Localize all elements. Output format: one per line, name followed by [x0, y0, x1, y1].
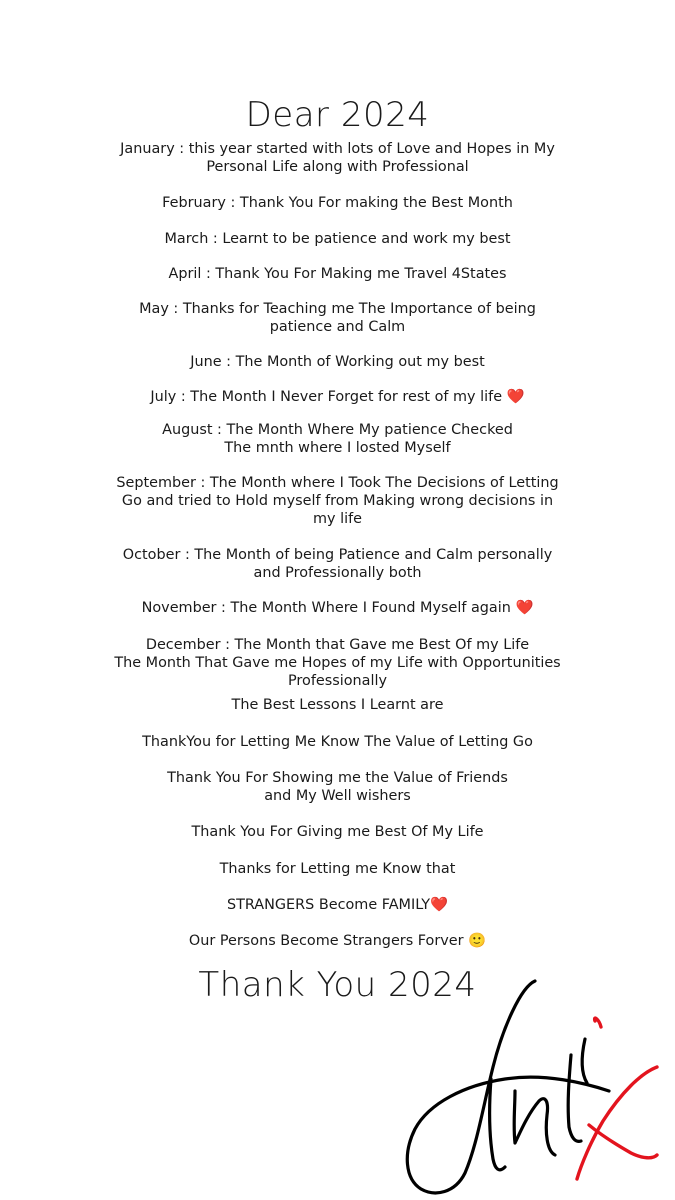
lessons-heading: [0, 696, 675, 714]
month-december: [0, 636, 675, 690]
month-april: [0, 265, 675, 283]
heart-icon: ❤️: [430, 897, 449, 913]
month-june: [0, 353, 675, 371]
month-november: [0, 599, 675, 617]
month-august-line-2: The mnth where I losted Myself: [224, 440, 451, 456]
lesson-letting-go: [0, 733, 675, 751]
month-october-line-1: October : The Month of being Patience and Calm personally: [122, 547, 553, 563]
heart-icon: ❤️: [506, 389, 525, 405]
month-january-line-1: January : this year started with lots of Love and Hopes in My: [120, 141, 555, 157]
lesson-letting-go-text: ThankYou for Letting Me Know The Value of Letting Go: [142, 734, 533, 750]
month-may: [0, 300, 675, 336]
closing-title: Thank You 2024: [198, 965, 477, 1005]
month-september-line-2: Go and tried to Hold myself from Making wrong decisions in: [121, 493, 554, 509]
month-august-line-1: August : The Month Where My patience Checked: [162, 422, 513, 438]
signature-ink-strokes: [407, 981, 609, 1193]
month-may-line-2: patience and Calm: [269, 319, 406, 335]
smile-icon: 🙂: [468, 933, 487, 949]
month-july-line-1: July : The Month I Never Forget for rest of my life: [150, 389, 503, 405]
month-april-line-1: April : Thank You For Making me Travel 4States: [168, 266, 507, 282]
lesson-persons-strangers: [0, 932, 675, 950]
lesson-strangers-family-text: STRANGERS Become FAMILY: [226, 897, 431, 913]
lessons-heading-text: The Best Lessons I Learnt are: [231, 697, 444, 713]
month-december-line-2: The Month That Gave me Hopes of my Life with Opportunities: [114, 655, 561, 671]
month-december-line-1: December : The Month that Gave me Best Of my Life: [145, 637, 530, 653]
lesson-friends: [0, 769, 675, 805]
signature-image: [395, 975, 675, 1200]
month-december-line-3: Professionally: [288, 673, 387, 689]
month-june-line-1: June : The Month of Working out my best: [190, 354, 485, 370]
month-january-line-2: Personal Life along with Professional: [206, 159, 469, 175]
lesson-friends-line-2: and My Well wishers: [264, 788, 411, 804]
month-february: [0, 194, 675, 212]
month-may-line-1: May : Thanks for Teaching me The Importance of being: [139, 301, 536, 317]
month-august: [0, 421, 675, 457]
lesson-strangers-family: [0, 896, 675, 914]
page-title: Dear 2024: [245, 95, 430, 135]
month-march-line-1: March : Learnt to be patience and work my best: [164, 231, 511, 247]
month-february-line-1: February : Thank You For making the Best Month: [162, 195, 513, 211]
month-july: [0, 388, 675, 406]
lesson-best-of-life-text: Thank You For Giving me Best Of My Life: [191, 824, 484, 840]
lesson-best-of-life: [0, 823, 675, 841]
month-october-line-2: and Professionally both: [253, 565, 422, 581]
month-october: [0, 546, 675, 582]
month-september-line-1: September : The Month where I Took The Decisions of Letting: [116, 475, 559, 491]
month-march: [0, 230, 675, 248]
lesson-friends-line-1: Thank You For Showing me the Value of Friends: [167, 770, 508, 786]
month-september-line-3: my life: [312, 511, 363, 527]
month-january: [0, 140, 675, 176]
lesson-know-that: [0, 860, 675, 878]
lesson-know-that-text: Thanks for Letting me Know that: [219, 861, 456, 877]
month-november-line-1: November : The Month Where I Found Myself again: [141, 600, 511, 616]
signature-accent-strokes: [577, 1018, 657, 1179]
lesson-persons-strangers-text: Our Persons Become Strangers Forver: [188, 933, 464, 949]
month-september: [0, 474, 675, 528]
heart-icon: ❤️: [515, 600, 534, 616]
